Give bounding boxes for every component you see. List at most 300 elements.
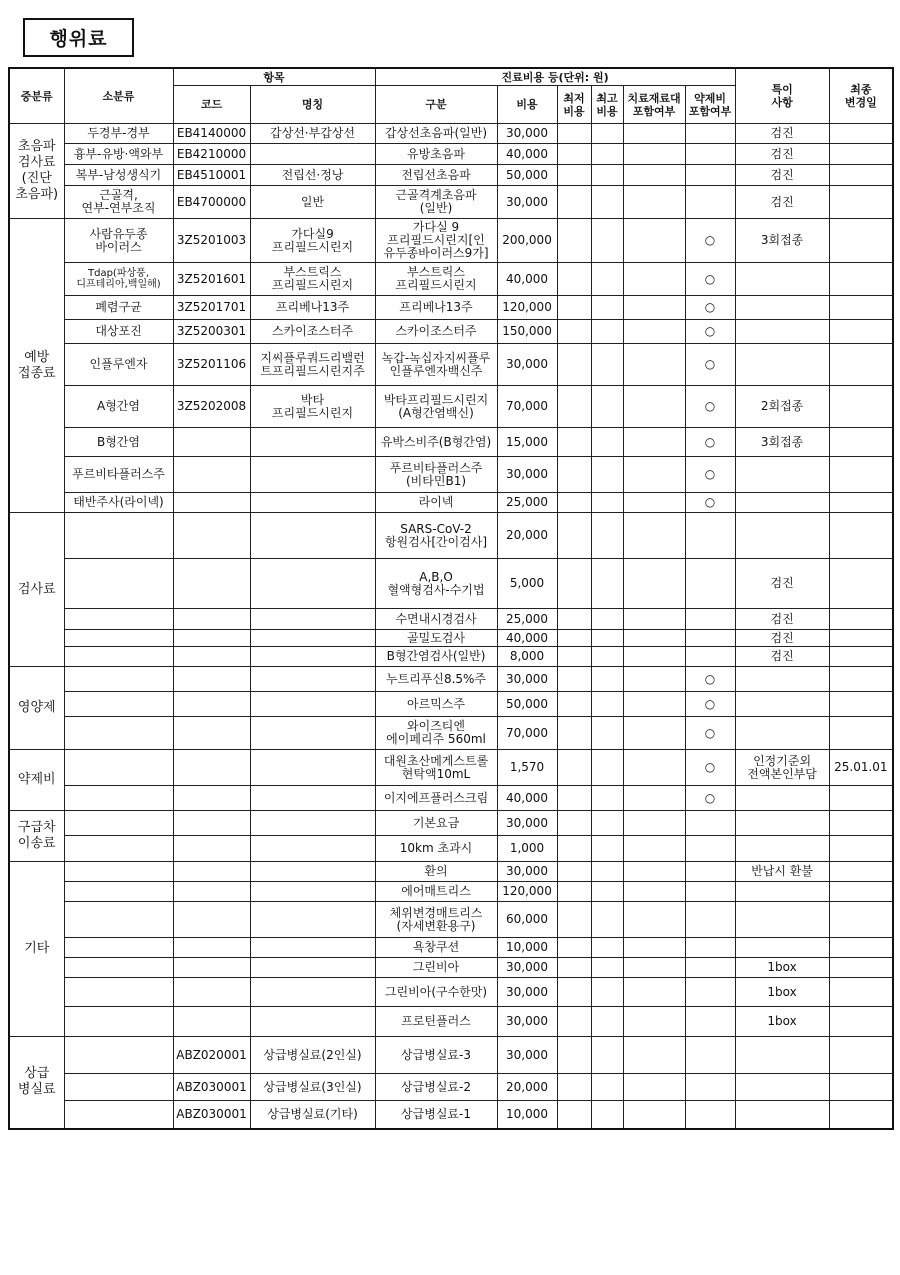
table-row [9, 750, 893, 786]
note-cell [735, 513, 829, 559]
minor-category-cell [64, 862, 173, 882]
code-cell [173, 428, 250, 457]
material-cell [623, 1037, 685, 1074]
code-cell [173, 559, 250, 609]
name-cell [250, 428, 375, 457]
name-cell [250, 902, 375, 938]
cost-cell: 150,000 [497, 320, 557, 344]
minor-category-cell: A형간염 [64, 386, 173, 428]
major-category-cell: 초음파 검사료 (진단 초음파) [9, 124, 64, 219]
note-cell [735, 717, 829, 750]
code-cell [173, 457, 250, 493]
material-cell [623, 320, 685, 344]
table-row [9, 513, 893, 559]
minor-category-cell [64, 559, 173, 609]
cost-cell: 1,000 [497, 836, 557, 862]
name-cell [250, 559, 375, 609]
drug-included-cell [685, 882, 735, 902]
category-cell: 프로틴플러스 [375, 1007, 497, 1037]
table-row [9, 296, 893, 320]
table-row [9, 717, 893, 750]
table-row [9, 836, 893, 862]
material-cell [623, 186, 685, 219]
name-cell [250, 882, 375, 902]
category-cell: 라이넥 [375, 493, 497, 513]
table-row [9, 862, 893, 882]
min-cost-cell [557, 1007, 591, 1037]
note-cell [735, 1037, 829, 1074]
note-cell: 1box [735, 1007, 829, 1037]
category-cell: 와이즈티엔 에이페리주 560ml [375, 717, 497, 750]
drug-included-cell: ○ [685, 263, 735, 296]
min-cost-cell [557, 1074, 591, 1101]
category-cell: 골밀도검사 [375, 630, 497, 647]
cost-cell: 10,000 [497, 938, 557, 958]
major-category-cell: 예방 접종료 [9, 219, 64, 513]
material-cell [623, 263, 685, 296]
cost-cell: 20,000 [497, 1074, 557, 1101]
material-cell [623, 513, 685, 559]
name-cell [250, 609, 375, 630]
cost-cell: 50,000 [497, 692, 557, 717]
name-cell [250, 457, 375, 493]
category-cell: 대원초산메게스트롤 현탁액10mL [375, 750, 497, 786]
max-cost-cell [591, 1074, 623, 1101]
minor-category-cell: 인플루엔자 [64, 344, 173, 386]
drug-included-cell: ○ [685, 457, 735, 493]
drug-included-cell [685, 978, 735, 1007]
header-drug: 약제비 포함여부 [685, 86, 735, 124]
min-cost-cell [557, 493, 591, 513]
minor-category-cell: 근골격, 연부-연부조직 [64, 186, 173, 219]
max-cost-cell [591, 647, 623, 667]
min-cost-cell [557, 165, 591, 186]
updated-cell [829, 717, 893, 750]
table-row [9, 1007, 893, 1037]
category-cell: 욕창쿠션 [375, 938, 497, 958]
max-cost-cell [591, 978, 623, 1007]
name-cell: 가다실9 프리필드시린지 [250, 219, 375, 263]
name-cell: 전립선·정낭 [250, 165, 375, 186]
updated-cell [829, 978, 893, 1007]
max-cost-cell [591, 630, 623, 647]
drug-included-cell [685, 836, 735, 862]
name-cell [250, 493, 375, 513]
cost-cell: 8,000 [497, 647, 557, 667]
drug-included-cell [685, 1074, 735, 1101]
header-code: 코드 [173, 86, 250, 124]
min-cost-cell [557, 219, 591, 263]
max-cost-cell [591, 457, 623, 493]
material-cell [623, 493, 685, 513]
category-cell: 이지에프플러스크림 [375, 786, 497, 811]
note-cell: 검진 [735, 144, 829, 165]
max-cost-cell [591, 344, 623, 386]
minor-category-cell [64, 692, 173, 717]
drug-included-cell [685, 1007, 735, 1037]
material-cell [623, 1101, 685, 1129]
minor-category-cell [64, 978, 173, 1007]
code-cell [173, 750, 250, 786]
code-cell: EB4140000 [173, 124, 250, 144]
cost-cell: 25,000 [497, 493, 557, 513]
note-cell [735, 263, 829, 296]
minor-category-cell [64, 958, 173, 978]
name-cell: 지씨플루쿼드리밸런 트프리필드시린지주 [250, 344, 375, 386]
cost-cell: 30,000 [497, 958, 557, 978]
minor-category-cell [64, 1007, 173, 1037]
min-cost-cell [557, 630, 591, 647]
table-row [9, 144, 893, 165]
category-cell: 아르믹스주 [375, 692, 497, 717]
note-cell: 1box [735, 978, 829, 1007]
table-row [9, 457, 893, 493]
updated-cell [829, 559, 893, 609]
min-cost-cell [557, 692, 591, 717]
note-cell: 검진 [735, 186, 829, 219]
material-cell [623, 717, 685, 750]
max-cost-cell [591, 1101, 623, 1129]
note-cell [735, 786, 829, 811]
code-cell [173, 609, 250, 630]
material-cell [623, 428, 685, 457]
note-cell: 검진 [735, 559, 829, 609]
table-row [9, 609, 893, 630]
major-category-cell: 검사료 [9, 513, 64, 667]
table-row [9, 263, 893, 296]
updated-cell [829, 1074, 893, 1101]
drug-included-cell [685, 862, 735, 882]
note-cell [735, 1074, 829, 1101]
table-row [9, 978, 893, 1007]
max-cost-cell [591, 386, 623, 428]
min-cost-cell [557, 902, 591, 938]
note-cell [735, 457, 829, 493]
name-cell: 상급병실료(2인실) [250, 1037, 375, 1074]
drug-included-cell: ○ [685, 667, 735, 692]
max-cost-cell [591, 219, 623, 263]
name-cell: 부스트릭스 프리필드시린지 [250, 263, 375, 296]
drug-included-cell [685, 1037, 735, 1074]
min-cost-cell [557, 978, 591, 1007]
minor-category-cell [64, 902, 173, 938]
cost-cell: 30,000 [497, 186, 557, 219]
category-cell: 전립선초음파 [375, 165, 497, 186]
page-title: 행위료 [23, 18, 134, 57]
category-cell: 프리베나13주 [375, 296, 497, 320]
minor-category-cell [64, 938, 173, 958]
code-cell: 3Z5201601 [173, 263, 250, 296]
category-cell: 10km 초과시 [375, 836, 497, 862]
max-cost-cell [591, 124, 623, 144]
category-cell: 근골격계초음파 (일반) [375, 186, 497, 219]
note-cell [735, 938, 829, 958]
note-cell [735, 320, 829, 344]
category-cell: 스카이조스터주 [375, 320, 497, 344]
material-cell [623, 692, 685, 717]
table-row [9, 1101, 893, 1129]
cost-cell: 40,000 [497, 144, 557, 165]
header-max-cost: 최고 비용 [591, 86, 623, 124]
material-cell [623, 862, 685, 882]
drug-included-cell [685, 902, 735, 938]
name-cell: 상급병실료(3인실) [250, 1074, 375, 1101]
drug-included-cell [685, 186, 735, 219]
name-cell: 프리베나13주 [250, 296, 375, 320]
category-cell: 수면내시경검사 [375, 609, 497, 630]
fee-table-body [9, 124, 893, 1129]
minor-category-cell [64, 836, 173, 862]
drug-included-cell: ○ [685, 692, 735, 717]
table-row [9, 386, 893, 428]
name-cell: 일반 [250, 186, 375, 219]
code-cell: ABZ030001 [173, 1074, 250, 1101]
max-cost-cell [591, 165, 623, 186]
note-cell: 검진 [735, 124, 829, 144]
cost-cell: 15,000 [497, 428, 557, 457]
note-cell [735, 902, 829, 938]
updated-cell [829, 882, 893, 902]
code-cell: EB4700000 [173, 186, 250, 219]
minor-category-cell: 태반주사(라이넥) [64, 493, 173, 513]
material-cell [623, 882, 685, 902]
minor-category-cell [64, 609, 173, 630]
min-cost-cell [557, 717, 591, 750]
table-row [9, 124, 893, 144]
cost-cell: 50,000 [497, 165, 557, 186]
code-cell [173, 630, 250, 647]
category-cell: 그린비아(구수한맛) [375, 978, 497, 1007]
category-cell: 체위변경매트리스 (자세변환용구) [375, 902, 497, 938]
cost-cell: 40,000 [497, 263, 557, 296]
cost-cell: 120,000 [497, 882, 557, 902]
note-cell: 1box [735, 958, 829, 978]
max-cost-cell [591, 609, 623, 630]
max-cost-cell [591, 320, 623, 344]
category-cell: 부스트릭스 프리필드시린지 [375, 263, 497, 296]
category-cell: 유방초음파 [375, 144, 497, 165]
updated-cell [829, 786, 893, 811]
table-row [9, 186, 893, 219]
min-cost-cell [557, 647, 591, 667]
table-row [9, 320, 893, 344]
minor-category-cell [64, 667, 173, 692]
max-cost-cell [591, 186, 623, 219]
material-cell [623, 124, 685, 144]
material-cell [623, 219, 685, 263]
updated-cell [829, 219, 893, 263]
header-min-cost: 최저 비용 [557, 86, 591, 124]
cost-cell: 120,000 [497, 296, 557, 320]
drug-included-cell: ○ [685, 386, 735, 428]
cost-cell: 5,000 [497, 559, 557, 609]
max-cost-cell [591, 263, 623, 296]
note-cell: 검진 [735, 630, 829, 647]
updated-cell [829, 1007, 893, 1037]
material-cell [623, 144, 685, 165]
updated-cell [829, 862, 893, 882]
name-cell: 상급병실료(기타) [250, 1101, 375, 1129]
name-cell [250, 144, 375, 165]
drug-included-cell: ○ [685, 344, 735, 386]
min-cost-cell [557, 457, 591, 493]
material-cell [623, 386, 685, 428]
category-cell: 에어매트리스 [375, 882, 497, 902]
max-cost-cell [591, 958, 623, 978]
header-material: 치료재료대 포함여부 [623, 86, 685, 124]
minor-category-cell: B형간염 [64, 428, 173, 457]
name-cell [250, 811, 375, 836]
max-cost-cell [591, 717, 623, 750]
cost-cell: 30,000 [497, 124, 557, 144]
drug-included-cell [685, 630, 735, 647]
material-cell [623, 609, 685, 630]
min-cost-cell [557, 750, 591, 786]
cost-cell: 30,000 [497, 667, 557, 692]
minor-category-cell [64, 717, 173, 750]
updated-cell [829, 836, 893, 862]
cost-cell: 60,000 [497, 902, 557, 938]
category-cell: 누트리푸신8.5%주 [375, 667, 497, 692]
code-cell [173, 1007, 250, 1037]
updated-cell [829, 186, 893, 219]
code-cell [173, 692, 250, 717]
major-category-cell: 영양제 [9, 667, 64, 750]
updated-cell [829, 938, 893, 958]
material-cell [623, 836, 685, 862]
updated-cell [829, 428, 893, 457]
major-category-cell: 기타 [9, 862, 64, 1037]
minor-category-cell [64, 786, 173, 811]
cost-cell: 70,000 [497, 386, 557, 428]
table-row [9, 647, 893, 667]
updated-cell [829, 263, 893, 296]
drug-included-cell [685, 958, 735, 978]
code-cell [173, 978, 250, 1007]
max-cost-cell [591, 493, 623, 513]
min-cost-cell [557, 513, 591, 559]
updated-cell: 25.01.01 [829, 750, 893, 786]
code-cell [173, 902, 250, 938]
updated-cell [829, 457, 893, 493]
minor-category-cell: 사람유두종 바이러스 [64, 219, 173, 263]
updated-cell [829, 344, 893, 386]
category-cell: 기본요금 [375, 811, 497, 836]
code-cell [173, 882, 250, 902]
updated-cell [829, 1037, 893, 1074]
category-cell: 상급병실료-1 [375, 1101, 497, 1129]
drug-included-cell: ○ [685, 717, 735, 750]
table-row [9, 344, 893, 386]
cost-cell: 20,000 [497, 513, 557, 559]
note-cell [735, 667, 829, 692]
max-cost-cell [591, 559, 623, 609]
major-category-cell: 약제비 [9, 750, 64, 811]
drug-included-cell: ○ [685, 428, 735, 457]
drug-included-cell [685, 559, 735, 609]
max-cost-cell [591, 811, 623, 836]
material-cell [623, 811, 685, 836]
header-name: 명칭 [250, 86, 375, 124]
note-cell [735, 811, 829, 836]
note-cell [735, 1101, 829, 1129]
category-cell: 박타프리필드시린지 (A형간염백신) [375, 386, 497, 428]
name-cell [250, 786, 375, 811]
name-cell [250, 938, 375, 958]
header-minor: 소분류 [64, 68, 173, 124]
name-cell: 스카이조스터주 [250, 320, 375, 344]
min-cost-cell [557, 836, 591, 862]
minor-category-cell [64, 1074, 173, 1101]
material-cell [623, 647, 685, 667]
category-cell: 가다실 9 프리필드시린지[인 유두종바이러스9가] [375, 219, 497, 263]
max-cost-cell [591, 296, 623, 320]
code-cell: EB4510001 [173, 165, 250, 186]
category-cell: 상급병실료-3 [375, 1037, 497, 1074]
table-row [9, 1037, 893, 1074]
drug-included-cell [685, 811, 735, 836]
drug-included-cell [685, 513, 735, 559]
code-cell [173, 667, 250, 692]
cost-cell: 30,000 [497, 862, 557, 882]
cost-cell: 30,000 [497, 344, 557, 386]
note-cell [735, 296, 829, 320]
cost-cell: 30,000 [497, 811, 557, 836]
updated-cell [829, 1101, 893, 1129]
category-cell: 상급병실료-2 [375, 1074, 497, 1101]
major-category-cell: 상급 병실료 [9, 1037, 64, 1129]
max-cost-cell [591, 750, 623, 786]
minor-category-cell [64, 630, 173, 647]
material-cell [623, 978, 685, 1007]
max-cost-cell [591, 882, 623, 902]
code-cell [173, 836, 250, 862]
material-cell [623, 296, 685, 320]
code-cell [173, 513, 250, 559]
code-cell [173, 493, 250, 513]
category-cell: 그린비아 [375, 958, 497, 978]
min-cost-cell [557, 344, 591, 386]
minor-category-cell [64, 750, 173, 786]
table-row [9, 428, 893, 457]
table-row [9, 667, 893, 692]
cost-cell: 25,000 [497, 609, 557, 630]
updated-cell [829, 647, 893, 667]
category-cell: 녹갑-녹십자지씨플루 인플루엔자백신주 [375, 344, 497, 386]
category-cell: 환의 [375, 862, 497, 882]
max-cost-cell [591, 862, 623, 882]
material-cell [623, 786, 685, 811]
code-cell: 3Z5201003 [173, 219, 250, 263]
header-cost-group: 진료비용 등(단위: 원) [375, 68, 735, 86]
name-cell [250, 647, 375, 667]
note-cell: 인정기준외 전액본인부담 [735, 750, 829, 786]
updated-cell [829, 692, 893, 717]
min-cost-cell [557, 667, 591, 692]
min-cost-cell [557, 386, 591, 428]
name-cell [250, 836, 375, 862]
updated-cell [829, 811, 893, 836]
name-cell [250, 862, 375, 882]
drug-included-cell [685, 165, 735, 186]
drug-included-cell [685, 938, 735, 958]
code-cell: ABZ030001 [173, 1101, 250, 1129]
drug-included-cell: ○ [685, 786, 735, 811]
cost-cell: 30,000 [497, 978, 557, 1007]
major-category-cell: 구급차 이송료 [9, 811, 64, 862]
table-row [9, 493, 893, 513]
min-cost-cell [557, 1101, 591, 1129]
